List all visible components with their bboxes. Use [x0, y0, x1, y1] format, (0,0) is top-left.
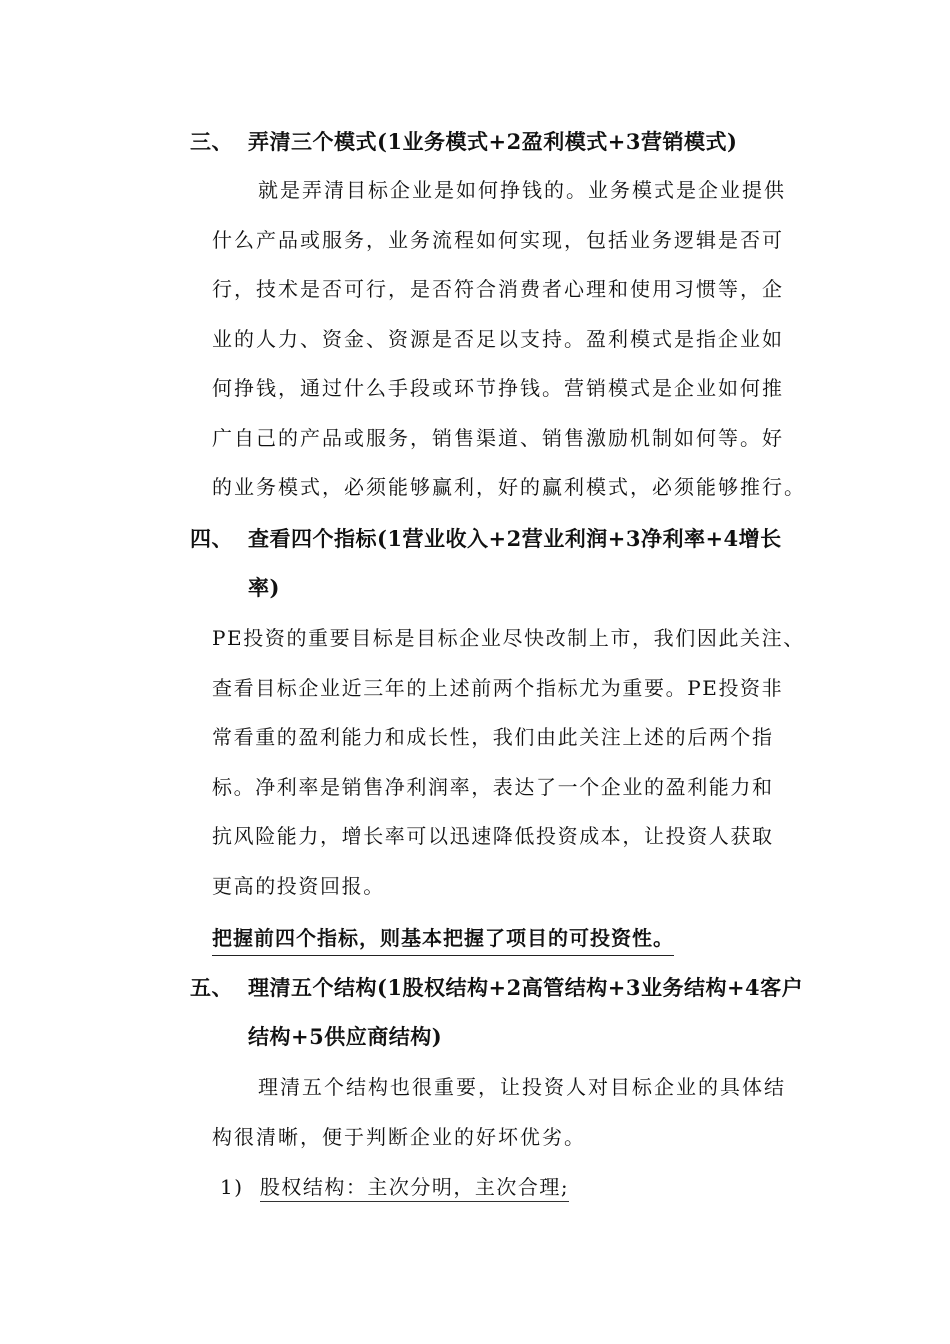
section-3-line-3: 行，技术是否可行，是否符合消费者心理和使用习惯等，企 [212, 277, 784, 301]
section-4-emphasis: 把握前四个指标，则基本把握了项目的可投资性。 [212, 923, 674, 956]
section-5-body [212, 1063, 812, 1162]
section-4-line-4: 标。净利率是销售净利润率，表达了一个企业的盈利能力和 [212, 774, 774, 799]
section-3-line-2: 什么产品或服务，业务流程如何实现，包括业务逻辑是否可 [212, 227, 784, 252]
section-5-number: 五、 [190, 975, 233, 1000]
list-item [220, 1172, 569, 1202]
list-item-text: 股权结构：主次分明，主次合理; [260, 1175, 569, 1202]
section-3-line-7: 的业务模式，必须能够赢利，好的赢利模式，必须能够推行。 [212, 475, 806, 499]
section-5-heading [190, 963, 830, 1061]
section-4-line-6: 更高的投资回报。 [212, 873, 385, 898]
section-5-line-1: 理清五个结构也很重要，让投资人对目标企业的具体结 [258, 1075, 786, 1099]
section-5-title: 理清五个结构(1股权结构+2高管结构+3业务结构+4客户 [248, 975, 804, 1000]
section-5-title-continued: 结构+5供应商结构) [248, 1024, 443, 1049]
section-4-line-2: 查看目标企业近三年的上述前两个指标尤为重要。PE投资非 [212, 675, 784, 700]
section-4-number: 四、 [190, 526, 233, 551]
section-3-heading [190, 117, 810, 166]
section-4-title: 查看四个指标(1营业收入+2营业利润+3净利率+4增长 [248, 526, 782, 551]
section-4-line-5: 抗风险能力，增长率可以迅速降低投资成本，让投资人获取 [212, 824, 774, 848]
list-item-marker: 1) [220, 1175, 244, 1199]
section-4-title-continued: 率) [248, 575, 280, 600]
section-4-heading [190, 514, 830, 612]
section-3-number: 三、 [190, 129, 233, 154]
section-4-line-3: 常看重的盈利能力和成长性，我们由此关注上述的后两个指 [212, 725, 774, 749]
section-4-body [212, 614, 822, 911]
section-3-body [212, 166, 812, 513]
section-3-line-6: 广自己的产品或服务，销售渠道、销售激励机制如何等。好 [212, 425, 784, 450]
section-3-line-5: 何挣钱，通过什么手段或环节挣钱。营销模式是企业如何推 [212, 376, 784, 400]
section-3-line-1: 就是弄清目标企业是如何挣钱的。业务模式是企业提供 [258, 178, 786, 202]
section-5-line-2: 构很清晰，便于判断企业的好坏优劣。 [212, 1124, 586, 1149]
section-3-title: 弄清三个模式(1业务模式+2盈利模式+3营销模式) [248, 129, 738, 154]
section-3-line-4: 业的人力、资金、资源是否足以支持。盈利模式是指企业如 [212, 326, 784, 351]
section-4-line-1: PE投资的重要目标是目标企业尽快改制上市，我们因此关注、 [212, 626, 805, 650]
